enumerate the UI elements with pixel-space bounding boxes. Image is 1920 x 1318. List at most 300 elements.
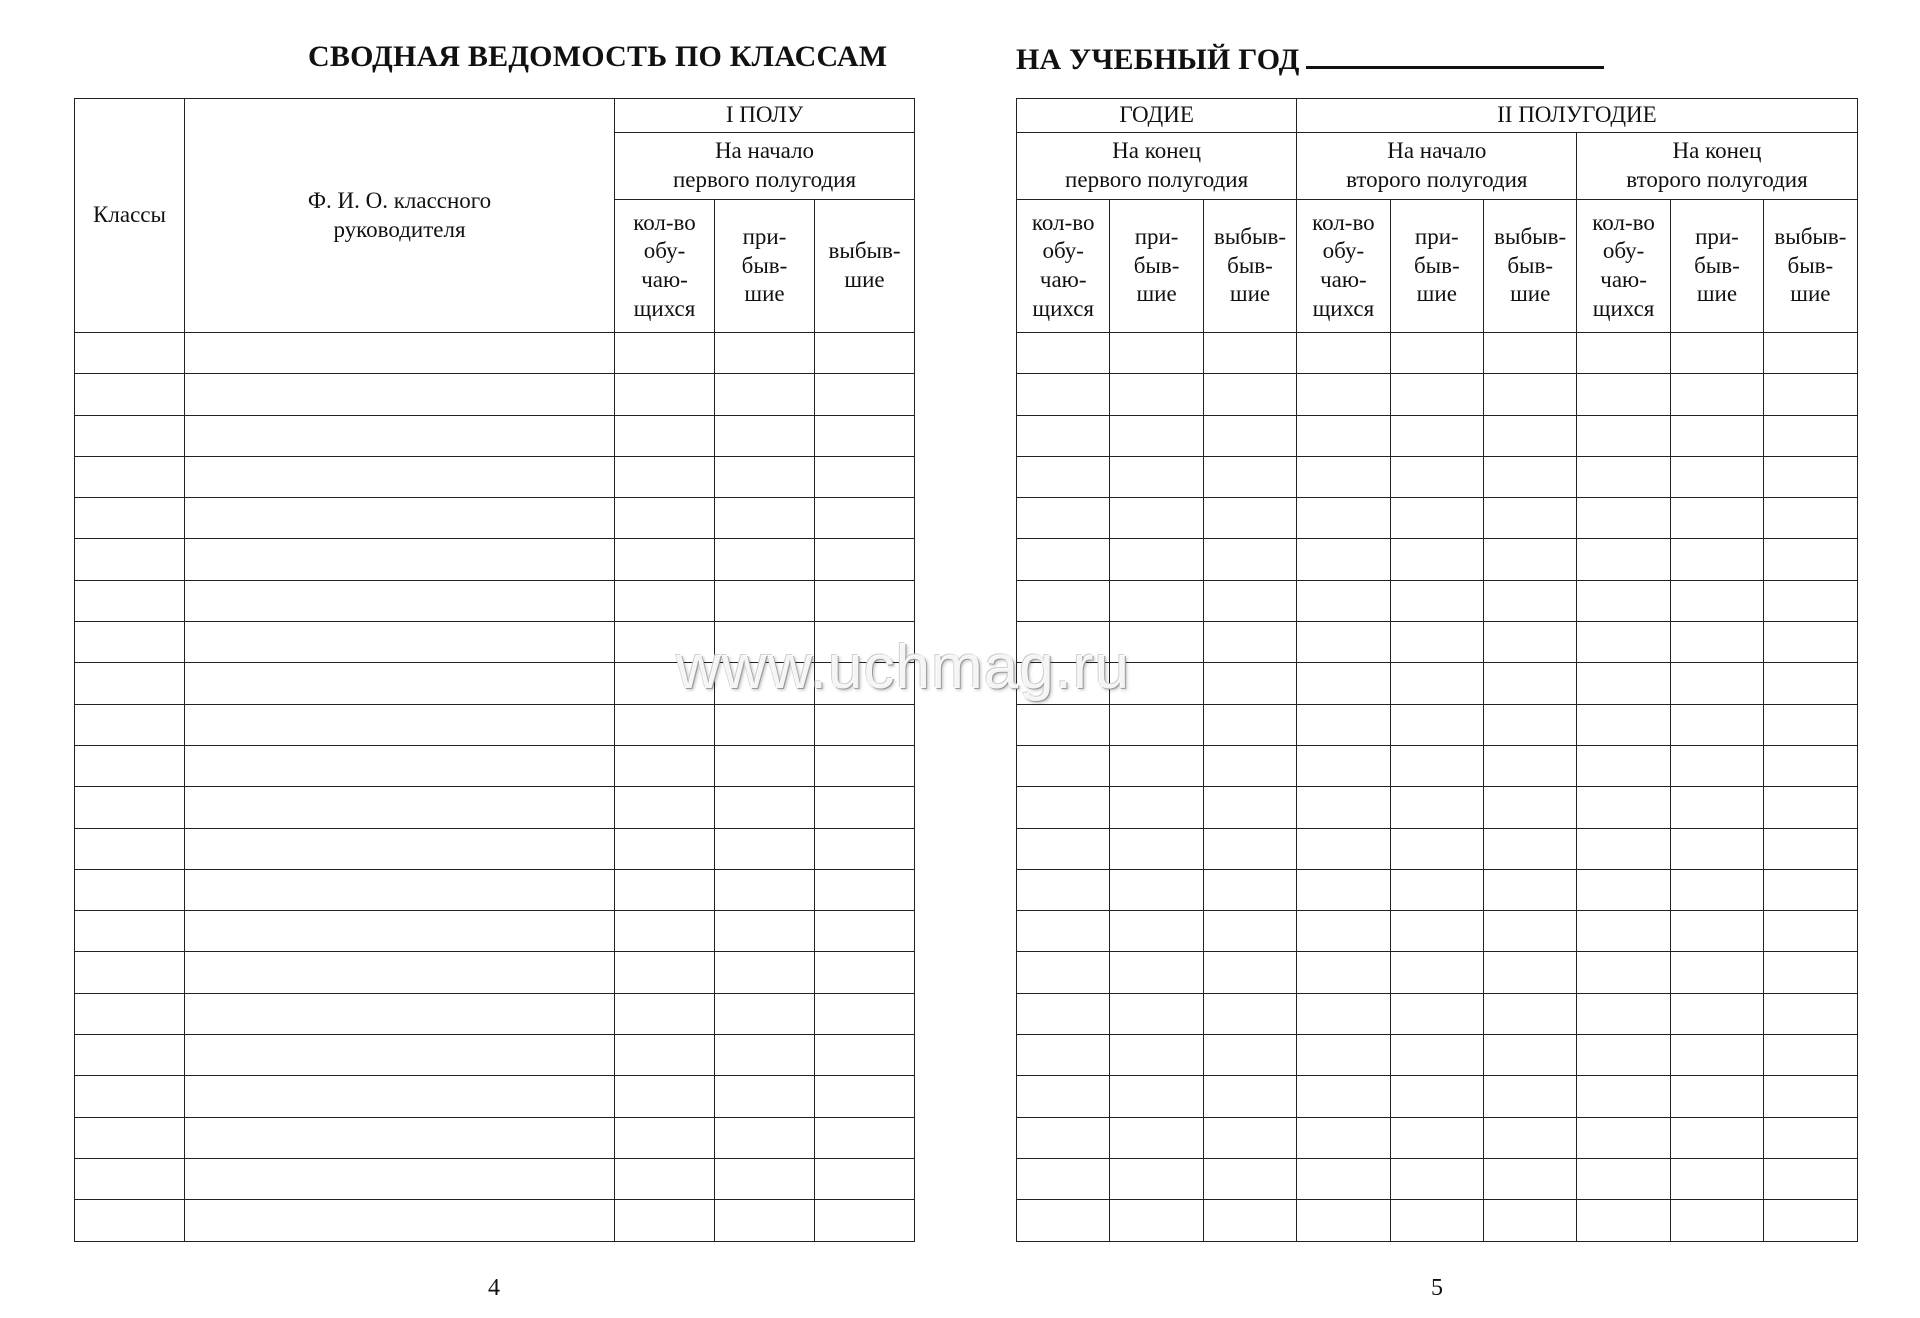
empty-cell — [815, 1158, 915, 1199]
empty-cell — [1390, 580, 1483, 621]
page-title-right — [1016, 40, 1604, 77]
empty-cell — [1483, 952, 1576, 993]
empty-cell — [185, 993, 615, 1034]
empty-cell — [1390, 704, 1483, 745]
empty-cell — [615, 539, 715, 580]
summary-table-right — [1016, 98, 1858, 1242]
empty-cell — [1017, 1117, 1110, 1158]
table-row — [75, 1117, 915, 1158]
table-row — [75, 911, 915, 952]
empty-cell — [75, 1035, 185, 1076]
empty-cell — [815, 415, 915, 456]
table-row — [75, 704, 915, 745]
empty-cell — [1577, 704, 1670, 745]
empty-cell — [1203, 374, 1296, 415]
table-row — [75, 1076, 915, 1117]
empty-cell — [185, 704, 615, 745]
empty-cell — [75, 869, 185, 910]
empty-cell — [1297, 415, 1390, 456]
empty-cell — [1390, 374, 1483, 415]
empty-cell — [615, 580, 715, 621]
empty-cell — [1577, 1076, 1670, 1117]
empty-cell — [1110, 539, 1203, 580]
subheader-left: выбыв- быв- шие — [1764, 200, 1857, 333]
empty-cell — [1670, 952, 1763, 993]
empty-cell — [185, 374, 615, 415]
empty-cell — [185, 622, 615, 663]
empty-cell — [1017, 787, 1110, 828]
empty-cell — [715, 828, 815, 869]
empty-cell — [715, 1035, 815, 1076]
empty-cell — [1203, 415, 1296, 456]
empty-cell — [1764, 952, 1857, 993]
table-row — [75, 869, 915, 910]
empty-cell — [1110, 828, 1203, 869]
empty-cell — [1110, 333, 1203, 374]
empty-cell — [1764, 1117, 1857, 1158]
header-first-half-part: I ПОЛУ — [615, 99, 915, 133]
empty-cell — [75, 828, 185, 869]
empty-cell — [1297, 1158, 1390, 1199]
empty-cell — [715, 787, 815, 828]
empty-cell — [75, 333, 185, 374]
empty-cell — [75, 415, 185, 456]
empty-cell — [75, 1158, 185, 1199]
empty-cell — [75, 952, 185, 993]
empty-cell — [815, 828, 915, 869]
empty-cell — [1297, 952, 1390, 993]
empty-cell — [1670, 539, 1763, 580]
empty-cell — [815, 745, 915, 786]
empty-cell — [615, 374, 715, 415]
empty-cell — [1764, 1200, 1857, 1241]
empty-cell — [1017, 869, 1110, 910]
summary-table-left — [74, 98, 915, 1242]
empty-cell — [1483, 1117, 1576, 1158]
empty-cell — [615, 745, 715, 786]
empty-cell — [1390, 869, 1483, 910]
table-row — [1017, 498, 1858, 539]
empty-cell — [1110, 745, 1203, 786]
empty-cell — [815, 333, 915, 374]
empty-cell — [185, 415, 615, 456]
empty-cell — [1297, 374, 1390, 415]
empty-cell — [615, 1076, 715, 1117]
empty-cell — [1483, 993, 1576, 1034]
empty-cell — [1483, 374, 1576, 415]
table-row — [75, 333, 915, 374]
empty-cell — [815, 374, 915, 415]
empty-cell — [715, 1076, 815, 1117]
empty-cell — [75, 911, 185, 952]
table-row — [75, 787, 915, 828]
empty-cell — [1203, 745, 1296, 786]
empty-cell — [1670, 374, 1763, 415]
empty-cell — [615, 911, 715, 952]
empty-cell — [75, 663, 185, 704]
empty-cell — [1203, 456, 1296, 497]
empty-cell — [1203, 1117, 1296, 1158]
empty-cell — [615, 828, 715, 869]
empty-cell — [615, 787, 715, 828]
empty-cell — [1110, 415, 1203, 456]
header-teacher-name: Ф. И. О. классного руководителя — [185, 99, 615, 333]
empty-cell — [815, 869, 915, 910]
empty-cell — [185, 456, 615, 497]
subheader-arrived: при- быв- шие — [1390, 200, 1483, 333]
empty-cell — [185, 498, 615, 539]
empty-cell — [1390, 1158, 1483, 1199]
table-row — [1017, 1076, 1858, 1117]
empty-cell — [185, 1158, 615, 1199]
empty-cell — [1764, 1158, 1857, 1199]
empty-cell — [1670, 622, 1763, 663]
empty-cell — [1203, 952, 1296, 993]
empty-cell — [1764, 415, 1857, 456]
subheader-arrived: при- быв- шие — [1670, 200, 1763, 333]
empty-cell — [1297, 1035, 1390, 1076]
subheader-arrived: при- быв- шие — [715, 200, 815, 333]
empty-cell — [815, 663, 915, 704]
empty-cell — [1017, 704, 1110, 745]
empty-cell — [715, 374, 815, 415]
empty-cell — [1203, 704, 1296, 745]
empty-cell — [615, 663, 715, 704]
empty-cell — [75, 374, 185, 415]
table-row — [75, 745, 915, 786]
empty-cell — [1577, 333, 1670, 374]
empty-cell — [1670, 663, 1763, 704]
table-row — [75, 456, 915, 497]
empty-cell — [1297, 663, 1390, 704]
page-number-right: 5 — [1431, 1275, 1443, 1301]
empty-cell — [1670, 787, 1763, 828]
empty-cell — [1390, 663, 1483, 704]
header-end-first-half: На конец первого полугодия — [1017, 133, 1297, 200]
table-row — [1017, 333, 1858, 374]
empty-cell — [1577, 869, 1670, 910]
empty-cell — [75, 704, 185, 745]
empty-cell — [1110, 580, 1203, 621]
header-start-first-half: На начало первого полугодия — [615, 133, 915, 200]
empty-cell — [1764, 539, 1857, 580]
empty-cell — [715, 993, 815, 1034]
empty-cell — [1577, 911, 1670, 952]
empty-cell — [1297, 456, 1390, 497]
empty-cell — [615, 952, 715, 993]
empty-cell — [715, 539, 815, 580]
empty-cell — [1110, 456, 1203, 497]
empty-cell — [1764, 333, 1857, 374]
empty-cell — [1203, 498, 1296, 539]
empty-cell — [1203, 1200, 1296, 1241]
empty-cell — [1110, 1200, 1203, 1241]
empty-cell — [1764, 456, 1857, 497]
right-page — [960, 0, 1920, 1318]
empty-cell — [1483, 415, 1576, 456]
table-row — [1017, 1200, 1858, 1241]
empty-cell — [1110, 498, 1203, 539]
empty-cell — [1764, 580, 1857, 621]
empty-cell — [1017, 456, 1110, 497]
table-row — [75, 663, 915, 704]
empty-cell — [1670, 704, 1763, 745]
empty-cell — [75, 1117, 185, 1158]
empty-cell — [1670, 911, 1763, 952]
empty-cell — [1577, 952, 1670, 993]
watermark: www.uchmag.ru — [676, 633, 1131, 702]
empty-cell — [75, 539, 185, 580]
empty-cell — [1017, 1158, 1110, 1199]
empty-cell — [1203, 828, 1296, 869]
empty-cell — [1017, 622, 1110, 663]
empty-cell — [1110, 663, 1203, 704]
empty-cell — [1577, 828, 1670, 869]
empty-cell — [1577, 1035, 1670, 1076]
table-row — [1017, 1035, 1858, 1076]
empty-cell — [815, 1076, 915, 1117]
empty-cell — [1483, 333, 1576, 374]
empty-cell — [1483, 456, 1576, 497]
empty-cell — [1764, 828, 1857, 869]
empty-cell — [185, 1200, 615, 1241]
empty-cell — [1577, 993, 1670, 1034]
empty-cell — [1297, 333, 1390, 374]
table-row — [1017, 869, 1858, 910]
empty-cell — [715, 663, 815, 704]
empty-cell — [1017, 580, 1110, 621]
header-second-half: II ПОЛУГОДИЕ — [1297, 99, 1857, 133]
table-row — [75, 993, 915, 1034]
empty-cell — [1110, 993, 1203, 1034]
empty-cell — [1203, 333, 1296, 374]
empty-cell — [715, 869, 815, 910]
empty-cell — [1110, 952, 1203, 993]
empty-cell — [75, 1200, 185, 1241]
empty-cell — [1577, 415, 1670, 456]
empty-cell — [615, 1035, 715, 1076]
empty-cell — [75, 498, 185, 539]
empty-cell — [1017, 1035, 1110, 1076]
empty-cell — [1110, 374, 1203, 415]
empty-cell — [1483, 498, 1576, 539]
empty-cell — [1483, 580, 1576, 621]
empty-cell — [1017, 333, 1110, 374]
school-year-blank — [1306, 40, 1604, 69]
empty-cell — [715, 704, 815, 745]
empty-cell — [1577, 374, 1670, 415]
empty-cell — [1297, 993, 1390, 1034]
empty-cell — [1764, 1076, 1857, 1117]
empty-cell — [1017, 952, 1110, 993]
empty-cell — [715, 498, 815, 539]
empty-cell — [1390, 415, 1483, 456]
empty-cell — [615, 456, 715, 497]
empty-cell — [615, 498, 715, 539]
empty-cell — [1390, 1076, 1483, 1117]
empty-cell — [1017, 374, 1110, 415]
empty-cell — [1577, 663, 1670, 704]
table-row — [75, 622, 915, 663]
empty-cell — [1297, 869, 1390, 910]
table-row — [1017, 952, 1858, 993]
empty-cell — [1110, 1117, 1203, 1158]
empty-cell — [185, 787, 615, 828]
empty-cell — [185, 1076, 615, 1117]
table-row — [75, 1200, 915, 1241]
empty-cell — [1483, 663, 1576, 704]
empty-cell — [1297, 911, 1390, 952]
table-row — [1017, 1158, 1858, 1199]
subheader-left: выбыв- быв- шие — [1203, 200, 1296, 333]
empty-cell — [1390, 1200, 1483, 1241]
empty-cell — [1017, 498, 1110, 539]
empty-cell — [75, 622, 185, 663]
empty-cell — [1483, 1200, 1576, 1241]
empty-cell — [1764, 993, 1857, 1034]
empty-cell — [1390, 993, 1483, 1034]
header-start-second-half: На начало второго полугодия — [1297, 133, 1577, 200]
empty-cell — [1297, 498, 1390, 539]
subheader-count: кол-во обу- чаю- щихся — [1017, 200, 1110, 333]
empty-cell — [1297, 704, 1390, 745]
subheader-left: выбыв- шие — [815, 200, 915, 333]
empty-cell — [1670, 1076, 1763, 1117]
table-row — [1017, 580, 1858, 621]
empty-cell — [185, 745, 615, 786]
empty-cell — [1390, 333, 1483, 374]
empty-cell — [715, 745, 815, 786]
table-row — [1017, 787, 1858, 828]
empty-cell — [1670, 1200, 1763, 1241]
header-first-half-rest: ГОДИЕ — [1017, 99, 1297, 133]
empty-cell — [1017, 911, 1110, 952]
empty-cell — [1203, 1076, 1296, 1117]
table-row — [75, 374, 915, 415]
empty-cell — [1483, 787, 1576, 828]
empty-cell — [1764, 622, 1857, 663]
empty-cell — [1577, 456, 1670, 497]
empty-cell — [1203, 787, 1296, 828]
empty-cell — [815, 1117, 915, 1158]
empty-cell — [1297, 1076, 1390, 1117]
empty-cell — [1390, 1035, 1483, 1076]
empty-cell — [715, 1117, 815, 1158]
empty-cell — [185, 539, 615, 580]
empty-cell — [1017, 415, 1110, 456]
empty-cell — [75, 1076, 185, 1117]
empty-cell — [1110, 787, 1203, 828]
empty-cell — [1764, 1035, 1857, 1076]
empty-cell — [185, 1035, 615, 1076]
header-classes: Классы — [75, 99, 185, 333]
empty-cell — [1297, 787, 1390, 828]
empty-cell — [615, 333, 715, 374]
empty-cell — [1297, 828, 1390, 869]
empty-cell — [1577, 622, 1670, 663]
empty-cell — [1017, 745, 1110, 786]
table-row — [1017, 456, 1858, 497]
empty-cell — [1203, 539, 1296, 580]
empty-cell — [1670, 456, 1763, 497]
table-row — [1017, 415, 1858, 456]
empty-cell — [75, 456, 185, 497]
empty-cell — [1297, 1117, 1390, 1158]
subheader-count: кол-во обу- чаю- щихся — [1577, 200, 1670, 333]
empty-cell — [1577, 1158, 1670, 1199]
table-row — [1017, 663, 1858, 704]
empty-cell — [815, 787, 915, 828]
empty-cell — [1670, 580, 1763, 621]
empty-cell — [815, 1200, 915, 1241]
table-row — [1017, 374, 1858, 415]
empty-cell — [1390, 952, 1483, 993]
empty-cell — [185, 869, 615, 910]
empty-cell — [1203, 622, 1296, 663]
table-row — [1017, 745, 1858, 786]
table-row — [75, 1035, 915, 1076]
empty-cell — [75, 580, 185, 621]
empty-cell — [1764, 745, 1857, 786]
empty-cell — [615, 415, 715, 456]
table-row — [1017, 911, 1858, 952]
empty-cell — [1297, 1200, 1390, 1241]
table-row — [1017, 622, 1858, 663]
table-row — [1017, 1117, 1858, 1158]
empty-cell — [1390, 828, 1483, 869]
empty-cell — [1483, 745, 1576, 786]
page-title-left: СВОДНАЯ ВЕДОМОСТЬ ПО КЛАССАМ — [308, 40, 888, 73]
empty-cell — [1670, 1158, 1763, 1199]
empty-cell — [1483, 869, 1576, 910]
table-row — [75, 580, 915, 621]
empty-cell — [615, 1117, 715, 1158]
empty-cell — [1670, 1117, 1763, 1158]
empty-cell — [1577, 745, 1670, 786]
empty-cell — [1764, 704, 1857, 745]
empty-cell — [1577, 498, 1670, 539]
empty-cell — [1483, 539, 1576, 580]
empty-cell — [185, 952, 615, 993]
empty-cell — [1670, 1035, 1763, 1076]
empty-cell — [1110, 869, 1203, 910]
empty-cell — [1390, 456, 1483, 497]
empty-cell — [615, 704, 715, 745]
empty-cell — [1483, 1076, 1576, 1117]
empty-cell — [815, 1035, 915, 1076]
empty-cell — [1017, 828, 1110, 869]
empty-cell — [1577, 1117, 1670, 1158]
empty-cell — [1203, 869, 1296, 910]
empty-cell — [1483, 622, 1576, 663]
table-row — [1017, 704, 1858, 745]
empty-cell — [1110, 704, 1203, 745]
empty-cell — [1483, 704, 1576, 745]
empty-cell — [1203, 993, 1296, 1034]
empty-cell — [1670, 993, 1763, 1034]
empty-cell — [1390, 911, 1483, 952]
empty-cell — [1390, 1117, 1483, 1158]
empty-cell — [1297, 745, 1390, 786]
empty-cell — [815, 580, 915, 621]
empty-cell — [1390, 745, 1483, 786]
empty-cell — [615, 1158, 715, 1199]
empty-cell — [815, 704, 915, 745]
empty-cell — [1110, 1158, 1203, 1199]
empty-cell — [1110, 1035, 1203, 1076]
subheader-arrived: при- быв- шие — [1110, 200, 1203, 333]
empty-cell — [1390, 539, 1483, 580]
